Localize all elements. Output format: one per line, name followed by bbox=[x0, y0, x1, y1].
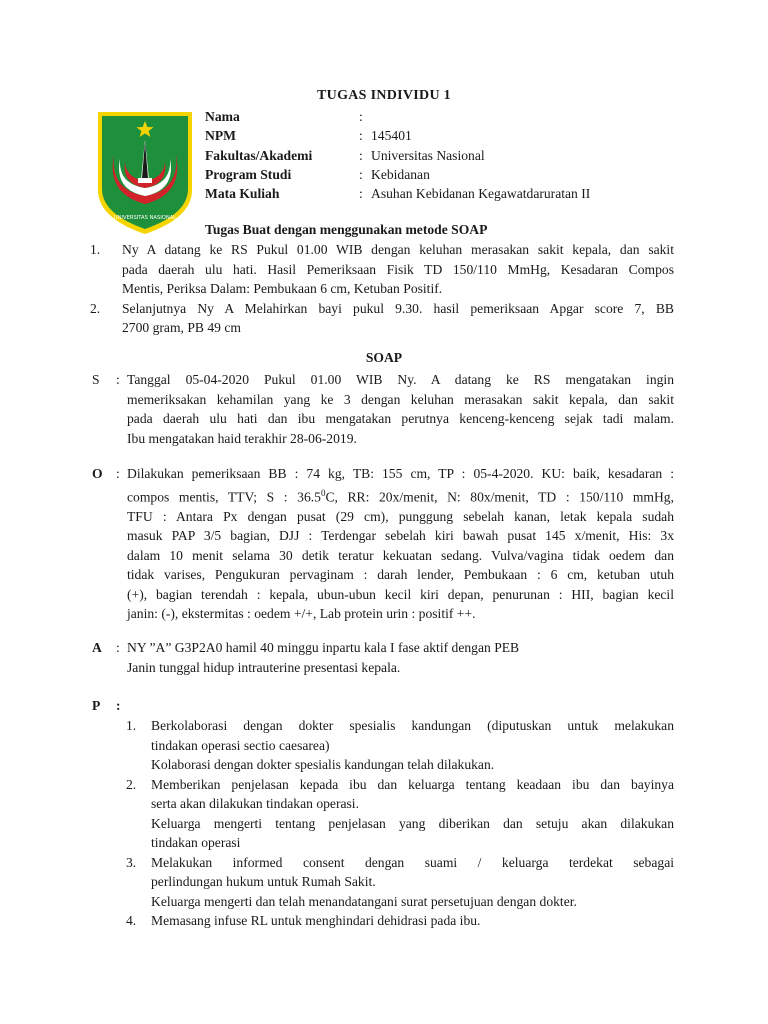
text-line: Memberikan penjelasan kepada ibu dan keluarga tentang keadaan ibu dan bayinya bbox=[151, 776, 674, 792]
text-line: NY ”A” G3P2A0 hamil 40 minggu inpartu kala I fase aktif dengan PEB bbox=[127, 640, 520, 655]
info-row bbox=[205, 165, 590, 184]
text-line: janin: (-), ekstermitas : oedem +/+, Lab protein urin : positif ++. bbox=[127, 606, 476, 622]
info-colon: : bbox=[359, 186, 363, 202]
info-value: Asuhan Kebidanan Kegawatdaruratan II bbox=[371, 186, 591, 202]
text-line: serta akan dilakukan tindakan operasi. bbox=[151, 796, 359, 811]
text-line: masuk PAP 3/5 bagian, DJJ : Terdengar sebelah kiri bawah pusat 145 x/menit, His: 3x bbox=[127, 528, 674, 544]
text-line: tindakan operasi bbox=[151, 835, 241, 850]
task-list bbox=[90, 240, 674, 338]
soap-p-key: P bbox=[92, 698, 101, 713]
text-line: perlindungan hukum untuk Rumah Sakit. bbox=[151, 874, 376, 889]
plan-item bbox=[126, 716, 674, 775]
text-line: Ny A datang ke RS Pukul 01.00 WIB dengan keluhan merasakan sakit kepala, dan sakit bbox=[122, 242, 674, 257]
university-logo bbox=[96, 110, 194, 236]
info-value: Kebidanan bbox=[371, 166, 430, 182]
info-label: Nama bbox=[205, 109, 240, 124]
soap-a-section: A : NY ”A” G3P2A0 hamil 40 minggu inpartu kala I fase aktif dengan PEB Janin tunggal hidup intrauterine presentasi kepala. bbox=[92, 638, 674, 677]
text-line: Tanggal 05-04-2020 Pukul 01.00 WIB Ny. A datang ke RS mengatakan ingin bbox=[127, 372, 674, 387]
info-colon: : bbox=[359, 166, 363, 182]
info-row bbox=[205, 184, 590, 203]
text-line: Kolaborasi dengan dokter spesialis kandungan telah dilakukan. bbox=[151, 757, 495, 772]
task-number: 2. bbox=[90, 300, 101, 316]
task-item bbox=[90, 299, 674, 338]
text-line: dalam 10 menit selama 30 detik teratur kekuatan sedang. Vulva/vagina tidak oedem dan bbox=[127, 547, 674, 563]
text-line: pada daerah ulu hati dan ibu mengatakan perutnya kenceng-kenceng sejak tadi malam. bbox=[127, 411, 674, 426]
logo-text: UNIVERSITAS NASIONAL bbox=[113, 215, 177, 221]
text-line: pada daerah ulu hati. Hasil Pemeriksaan Fisik TD 150/110 MmHg, Kesadaran Compos bbox=[122, 261, 674, 277]
soap-s-key: S bbox=[92, 372, 100, 387]
plan-number: 4. bbox=[126, 913, 137, 928]
task-number: 1. bbox=[90, 242, 101, 257]
text-line: Keluarga mengerti tentang penjelasan yang diberikan dan setuju akan dilakukan bbox=[151, 815, 674, 831]
text-line: Janin tunggal hidup intrauterine presentasi kepala. bbox=[127, 659, 401, 675]
text-fragment: C, RR: 20x/menit, N: 80x/menit, TD : 150/110 mmHg, bbox=[325, 489, 674, 505]
info-row bbox=[205, 126, 590, 145]
soap-s-section: S : Tanggal 05-04-2020 Pukul 01.00 WIB Ny. A datang ke RS mengatakan ingin memeriksakan kehamilan yang ke 3 dengan keluhan merasakan sakit kepala, dan sakit pada daerah ulu hati dan ibu mengatakan perutnya kenceng-kenceng sejak tadi malam. Ibu mengatakan haid terakhir 28-06-2019. bbox=[92, 370, 674, 448]
task-subtitle: Tugas Buat dengan menggunakan metode SOAP bbox=[205, 222, 488, 237]
info-value: 145401 bbox=[371, 128, 412, 144]
text-line: Melakukan informed consent dengan suami / keluarga terdekat sebagai bbox=[151, 854, 674, 870]
info-label: Fakultas/Akademi bbox=[205, 147, 313, 163]
text-fragment: compos mentis, TTV; S : 36.5 bbox=[127, 489, 321, 505]
info-colon: : bbox=[359, 128, 363, 144]
text-line: 2700 gram, PB 49 cm bbox=[122, 320, 241, 335]
text-line: TFU : Antara Px dengan pusat (29 cm), punggung sebelah kanan, letak kepala sudah bbox=[127, 508, 674, 524]
text-line: Berkolaborasi dengan dokter spesialis kandungan (diputuskan untuk melakukan bbox=[151, 718, 674, 733]
text-line: memeriksakan kehamilan yang ke 3 dengan keluhan merasakan sakit kepala, dan sakit bbox=[127, 391, 674, 407]
text-line: (+), bagian terendah : kepala, ubun-ubun kecil kiri depan, penurunan : HII, bagian kecil bbox=[127, 586, 674, 602]
text-line: Mentis, Periksa Dalam: Pembukaan 6 cm, Ketuban Positif. bbox=[122, 281, 443, 296]
info-label: Program Studi bbox=[205, 166, 292, 182]
text-line: Dilakukan pemeriksaan BB : 74 kg, TB: 155 cm, TP : 05-4-2020. KU: baik, kesadaran : bbox=[127, 466, 674, 481]
soap-o-key: O bbox=[92, 466, 103, 481]
text-line: tidak varises, Pengukuran pervaginam : darah lender, Pembukaan : 6 cm, ketuban utuh bbox=[127, 567, 674, 583]
document-title: TUGAS INDIVIDU 1 bbox=[317, 88, 451, 103]
plan-item bbox=[126, 853, 674, 912]
info-row bbox=[205, 107, 590, 126]
info-colon: : bbox=[359, 109, 363, 124]
info-label: Mata Kuliah bbox=[205, 186, 280, 202]
plan-number: 3. bbox=[126, 854, 137, 870]
text-line: tindakan operasi sectio caesarea) bbox=[151, 737, 330, 753]
document-page: TUGAS INDIVIDU 1 UNIVERSITAS NASIONAL Nama : NPM : 145401 Fakultas/Akademi : Universitas Nasional Program Studi : Kebidanan Mata Kuliah : Asuhan Kebidanan Kegawatdaruratan II Tugas Buat dengan menggunakan metode SOAP 1. Ny A datang ke RS Pukul 01.00 WIB dengan keluhan merasakan sakit kepala, dan sakit pada daerah ulu hati. Hasil Pemeriksaan Fisik TD 150/110 MmHg, Kesadaran Compos Mentis, Periksa Dalam: Pembukaan 6 cm, Ketuban Positif. 2. Selanjutnya Ny A Melahirkan bayi pukul 9.30. hasil pemeriksaan Apgar score 7, BB 2700 gram, PB 49 cm SOAP S : Tanggal 05-04-2020 Pukul 01.00 WIB Ny. A datang ke RS mengatakan ingin memeriksakan kehamilan yang ke 3 dengan keluhan merasakan sakit kepala, dan sakit pada daerah ulu hati dan ibu mengatakan perutnya kenceng-kenceng sejak tadi malam. Ibu mengatakan haid terakhir 28-06-2019. O : Dilakukan pemeriksaan BB : 74 kg, TB: 155 cm, TP : 05-4-2020. KU: baik, kesadaran : compos mentis, TTV; S : 36.5$^0$C, RR: 20x/menit, N: 80x/menit, TD : 150/110 mmHg, TFU : Antara Px dengan pusat (29 cm), punggung sebelah kanan, letak kepala sudah masuk PAP 3/5 bagian, DJJ : Terdengar sebelah kiri bawah pusat 145 x/menit, His: 3x dalam 10 menit selama 30 detik teratur kekuatan sedang. Vulva/vagina tidak oedem dan tidak varises, Pengukuran pervaginam : darah lender, Pembukaan : 6 cm, ketuban utuh (+), bagian terendah : kepala, ubun-ubun kecil kiri depan, penurunan : HII, bagian kecil janin: (-), ekstermitas : oedem +/+, Lab protein urin : positif ++. A : NY ”A” G3P2A0 hamil 40 minggu inpartu kala I fase aktif dengan PEB Janin tunggal hidup intrauterine presentasi kepala. P : 1. Berkolaborasi dengan dokter spesialis kandungan (diputuskan untuk melakukan tindakan operasi sectio caesarea) Kolaborasi dengan dokter spesialis kandungan telah dilakukan. 2. Memberikan penjelasan kepada ibu dan keluarga tentang keadaan ibu dan bayinya serta akan dilakukan tindakan operasi. Keluarga mengerti tentang penjelasan yang diberikan dan setuju akan dilakukan tindakan operasi 3. Melakukan informed consent dengan suami / keluarga terdekat sebagai perlindungan hukum untuk Rumah Sakit. Keluarga mengerti dan telah menandatangani surat persetujuan dengan dokter. 4. Memasang infuse RL untuk menghindari dehidrasi pada ibu. bbox=[0, 0, 768, 1024]
plan-item bbox=[126, 775, 674, 853]
degree-superscript: 0 bbox=[320, 487, 326, 498]
plan-number: 1. bbox=[126, 718, 137, 733]
soap-o-body bbox=[127, 464, 674, 624]
info-colon: : bbox=[359, 147, 363, 163]
info-row bbox=[205, 146, 590, 165]
soap-a-key: A bbox=[92, 640, 102, 655]
info-block bbox=[205, 107, 590, 203]
soap-p-list bbox=[126, 716, 674, 931]
info-value: Universitas Nasional bbox=[371, 147, 485, 163]
text-line: Ibu mengatakan haid terakhir 28-06-2019. bbox=[127, 430, 357, 446]
plan-number: 2. bbox=[126, 776, 137, 792]
plan-item bbox=[126, 911, 674, 931]
task-item bbox=[90, 240, 674, 299]
info-label: NPM bbox=[205, 128, 236, 144]
soap-s-body bbox=[127, 370, 674, 448]
text-line: Selanjutnya Ny A Melahirkan bayi pukul 9.30. hasil pemeriksaan Apgar score 7, BB bbox=[122, 300, 674, 316]
text-line bbox=[127, 484, 674, 507]
soap-title: SOAP bbox=[365, 350, 403, 365]
soap-a-body bbox=[127, 638, 674, 677]
soap-o-section: O : Dilakukan pemeriksaan BB : 74 kg, TB: 155 cm, TP : 05-4-2020. KU: baik, kesadaran : compos mentis, TTV; S : 36.5$^0$C, RR: 20x/menit, N: 80x/menit, TD : 150/110 mmHg, TFU : Antara Px dengan pusat (29 cm), punggung sebelah kanan, letak kepala sudah masuk PAP 3/5 bagian, DJJ : Terdengar sebelah kiri bawah pusat 145 x/menit, His: 3x dalam 10 menit selama 30 detik teratur kekuatan sedang. Vulva/vagina tidak oedem dan tidak varises, Pengukuran pervaginam : darah lender, Pembukaan : 6 cm, ketuban utuh (+), bagian terendah : kepala, ubun-ubun kecil kiri depan, penurunan : HII, bagian kecil janin: (-), ekstermitas : oedem +/+, Lab protein urin : positif ++. bbox=[92, 464, 674, 624]
text-line: Memasang infuse RL untuk menghindari dehidrasi pada ibu. bbox=[151, 913, 481, 928]
text-line: Keluarga mengerti dan telah menandatangani surat persetujuan dengan dokter. bbox=[151, 893, 577, 909]
